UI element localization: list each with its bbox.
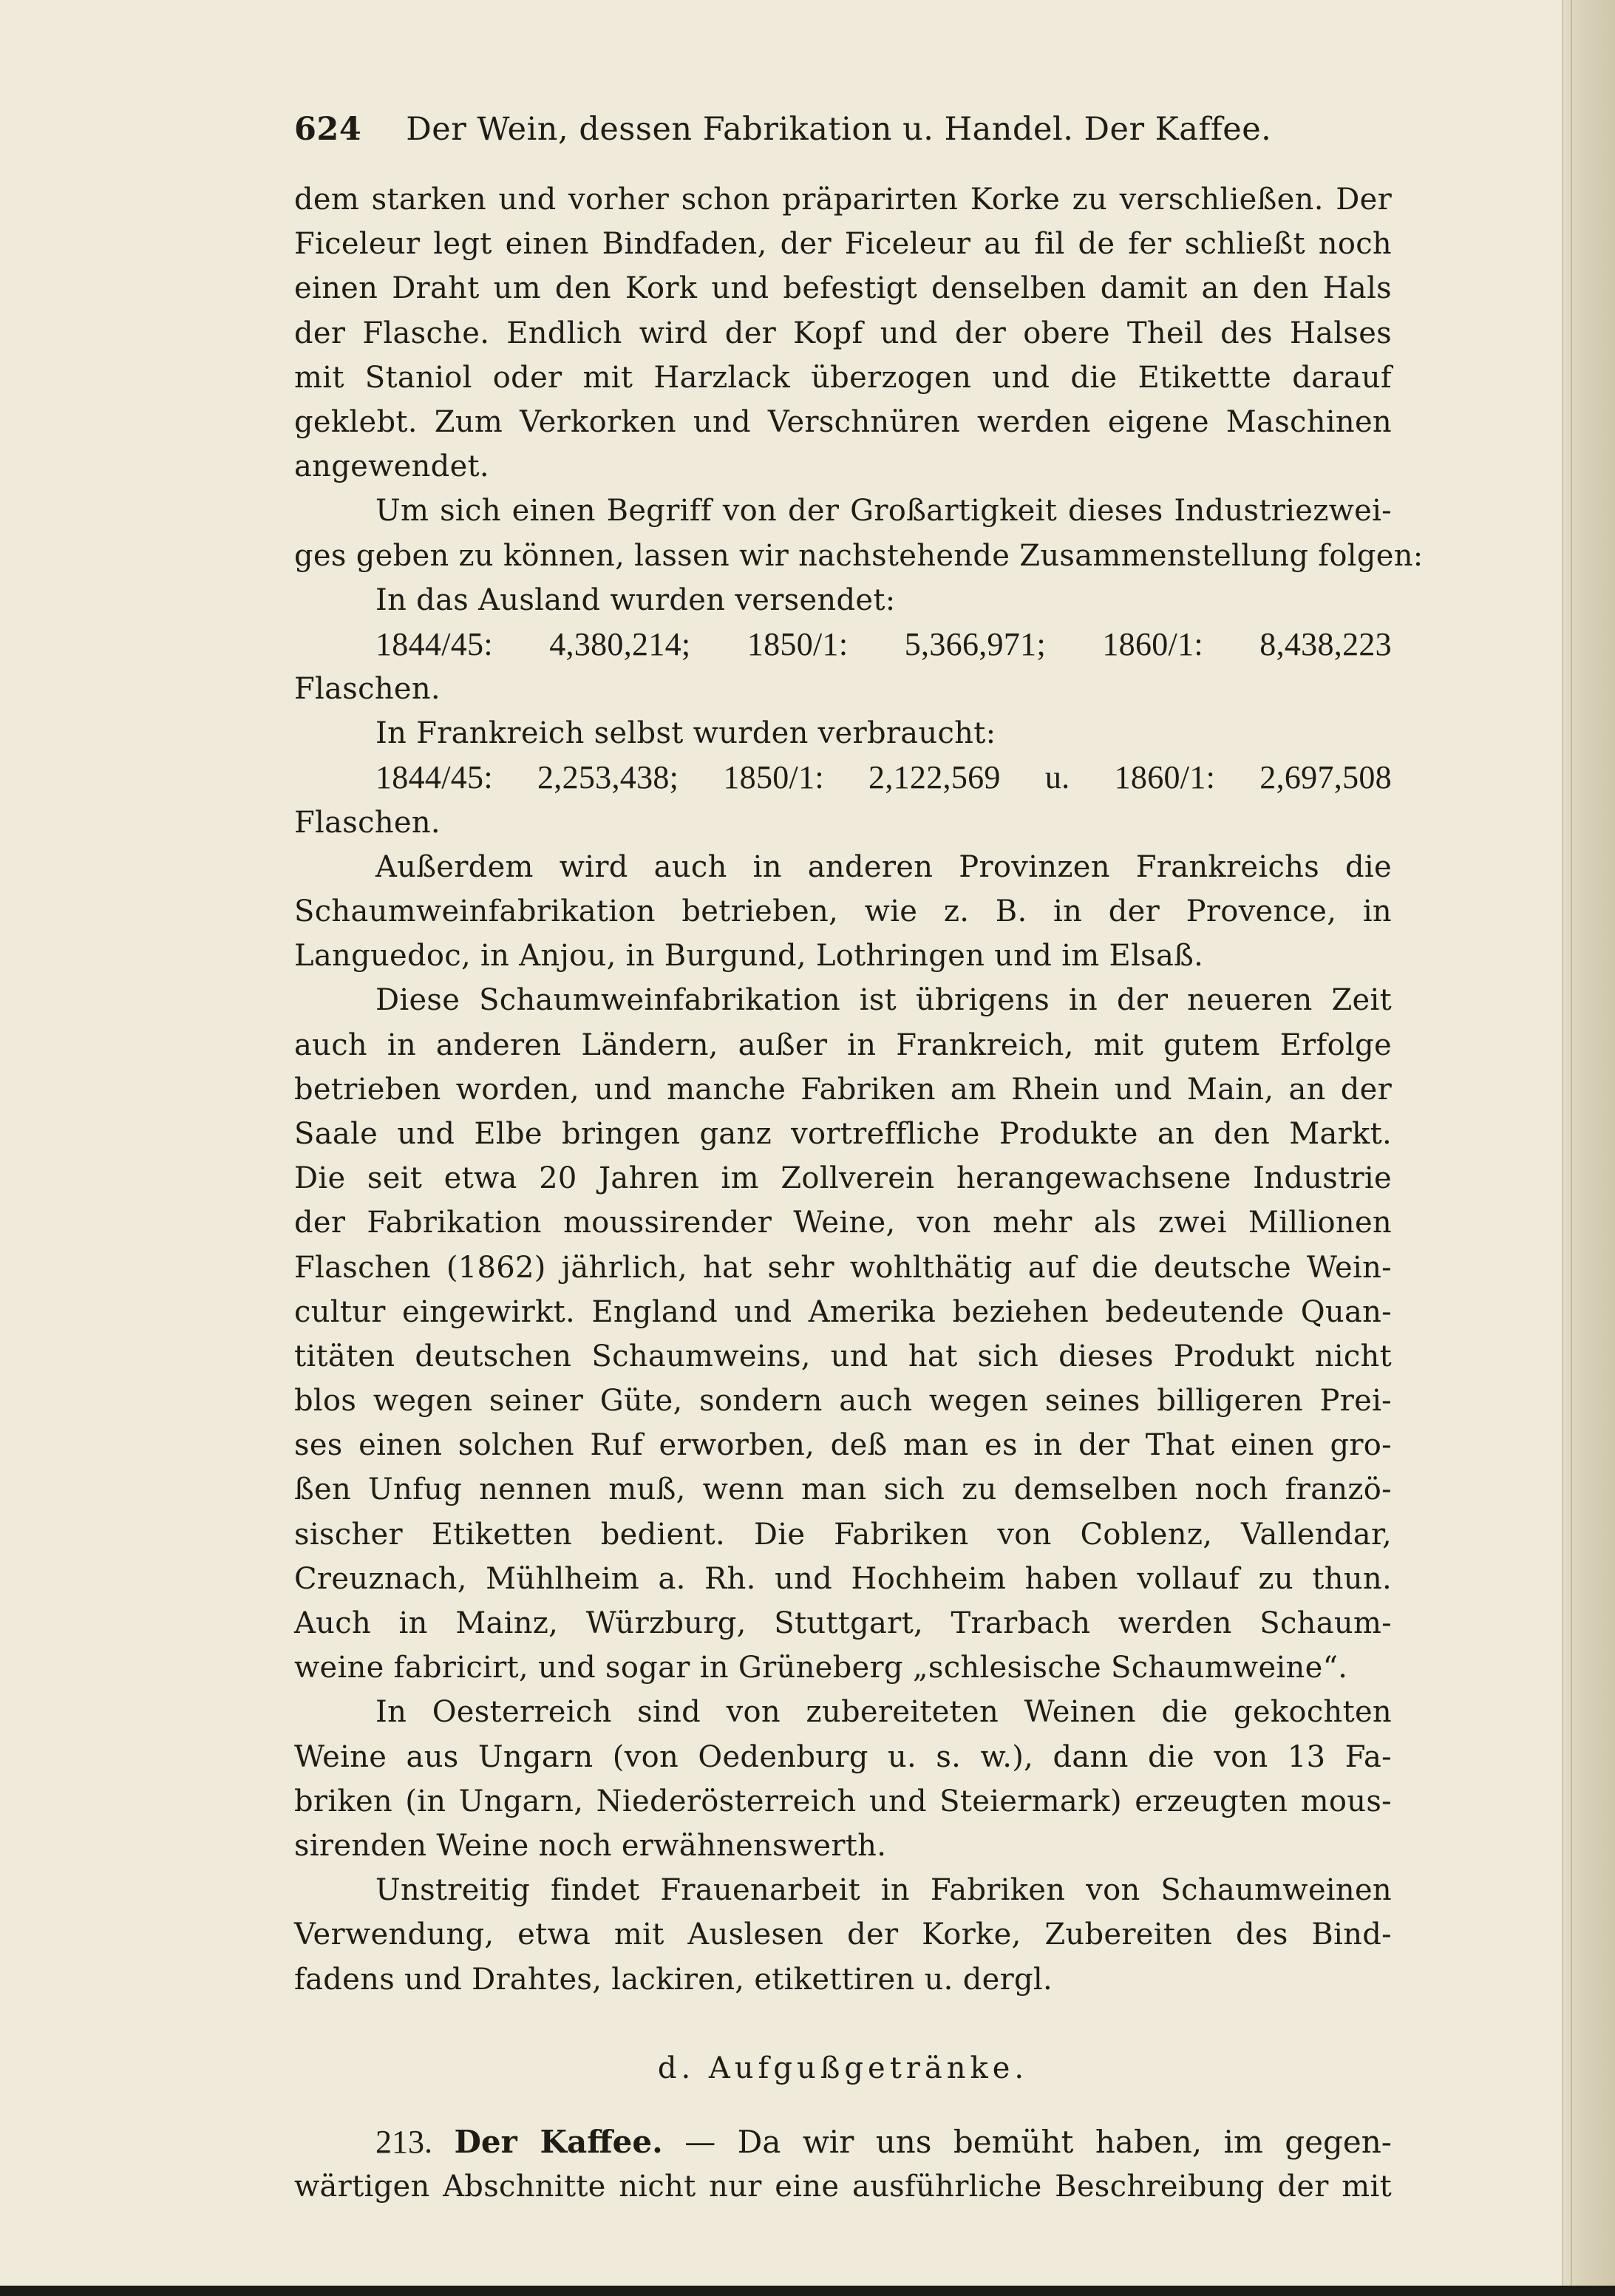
text-line: mit Staniol oder mit Harzlack überzogen und die Etikettte darauf <box>294 360 1392 395</box>
text-line: Flaschen (1862) jährlich, hat sehr wohlthätig auf die deutsche Wein- <box>294 1250 1392 1285</box>
text-line: Weine aus Ungarn (von Oedenburg u. s. w.), dann die von 13 Fa- <box>294 1739 1392 1774</box>
paragraph <box>294 1690 1392 1868</box>
text-line: auch in anderen Ländern, außer in Frankreich, mit gutem Erfolge <box>294 1028 1392 1062</box>
text-line: ges geben zu können, lassen wir nachstehende Zusammenstellung folgen: <box>294 538 1424 573</box>
text-line: In Frankreich selbst wurden verbraucht: <box>375 716 996 751</box>
text-line: sischer Etiketten bedient. Die Fabriken von Coblenz, Vallendar, <box>294 1517 1392 1552</box>
text-line: ses einen solchen Ruf erworben, deß man es in der That einen gro- <box>294 1428 1392 1463</box>
paragraph <box>294 489 1424 577</box>
text-line: einen Draht um den Kork und befestigt denselben damit an den Hals <box>294 271 1392 306</box>
paragraph <box>294 978 1392 1690</box>
text-line: cultur eingewirkt. England und Amerika beziehen bedeutende Quan- <box>294 1294 1392 1329</box>
paragraph <box>294 622 1392 711</box>
text-line: geklebt. Zum Verkorken und Verschnüren werden eigene Maschinen <box>294 404 1392 439</box>
figures-line: 1844/45: 2,253,438; 1850/1: 2,122,569 u. 1860/1: 2,697,508 <box>375 759 1392 796</box>
paragraph <box>294 755 1392 844</box>
text-line: Languedoc, in Anjou, in Burgund, Lothringen und im Elsaß. <box>294 939 1204 974</box>
text-line: briken (in Ungarn, Niederösterreich und Steiermark) erzeugten mous- <box>294 1784 1392 1818</box>
spacer <box>294 2090 1392 2120</box>
text-line: der Fabrikation moussirender Weine, von mehr als zwei Millionen <box>294 1206 1392 1240</box>
text-line: weine fabricirt, und sogar in Grüneberg „schlesische Schaumweine“. <box>294 1651 1348 1685</box>
text-line: Verwendung, etwa mit Auslesen der Korke, Zubereiten des Bind- <box>294 1918 1392 1952</box>
text-line: ßen Unfug nennen muß, wenn man sich zu demselben noch franzö- <box>294 1473 1392 1507</box>
text-line: wärtigen Abschnitte nicht nur eine ausführliche Beschreibung der mit <box>294 2169 1392 2204</box>
text-line: Diese Schaumweinfabrikation ist übrigens in der neueren Zeit <box>375 983 1392 1018</box>
text-line: Außerdem wird auch in anderen Provinzen Frankreichs die <box>375 849 1392 884</box>
text-line: In das Ausland wurden versendet: <box>375 583 896 617</box>
text-line: titäten deutschen Schaumweins, und hat sich dieses Produkt nicht <box>294 1339 1392 1373</box>
text-line: betrieben worden, und manche Fabriken am Rhein und Main, an der <box>294 1072 1392 1107</box>
section-title: Der Kaffee. <box>454 2123 663 2160</box>
page-edge <box>1562 0 1615 2296</box>
text-line: blos wegen seiner Güte, sondern auch wegen seines billigeren Prei- <box>294 1384 1392 1419</box>
text-line: Um sich einen Begriff von der Großartigkeit dieses Industriezwei- <box>375 494 1392 529</box>
running-head <box>294 111 1392 177</box>
section <box>294 2120 1392 2209</box>
text-line: Creuznach, Mühlheim a. Rh. und Hochheim haben vollauf zu thun. <box>294 1561 1392 1596</box>
text-line: angewendet. <box>294 449 489 484</box>
section-number: 213. <box>375 2123 432 2160</box>
paragraph <box>294 177 1392 489</box>
page-number: 624 <box>294 111 362 148</box>
section-first-line <box>294 2120 1392 2164</box>
text-line: Unstreitig findet Frauenarbeit in Fabriken von Schaumweinen <box>375 1873 1392 1908</box>
paragraph <box>294 578 1392 622</box>
figures-line: 1844/45: 4,380,214; 1850/1: 5,366,971; 1860/1: 8,438,223 <box>375 625 1392 662</box>
spacer <box>294 2002 1392 2046</box>
text-line: Flaschen. <box>294 805 441 840</box>
text-line: dem starken und vorher schon präparirten Korke zu verschließen. Der <box>294 183 1392 217</box>
text-line: In Oesterreich sind von zubereiteten Weinen die gekochten <box>375 1695 1392 1730</box>
text-line: der Flasche. Endlich wird der Kopf und der obere Theil des Halses <box>294 316 1392 350</box>
text-line: Saale und Elbe bringen ganz vortreffliche Produkte an den Markt. <box>294 1116 1392 1151</box>
subsection-heading: d. Aufgußgetränke. <box>657 2051 1029 2085</box>
scan-border <box>0 2286 1615 2296</box>
text-line: Flaschen. <box>294 672 441 707</box>
paragraph <box>294 845 1392 979</box>
running-title: Der Wein, dessen Fabrikation u. Handel. Der Kaffee. <box>406 111 1272 148</box>
paragraph <box>294 1868 1392 2002</box>
paragraph <box>294 711 1392 755</box>
text-line: Auch in Mainz, Würzburg, Stuttgart, Trarbach werden Schaum- <box>294 1606 1392 1640</box>
text-line: fadens und Drahtes, lackiren, etikettiren u. dergl. <box>294 1962 1053 1997</box>
text-line: Ficeleur legt einen Bindfaden, der Ficeleur au fil de fer schließt noch <box>294 227 1392 262</box>
text-line: sirenden Weine noch erwähnenswerth. <box>294 1828 887 1863</box>
text-line: Die seit etwa 20 Jahren im Zollverein herangewachsene Industrie <box>294 1161 1392 1196</box>
text-line: Schaumweinfabrikation betrieben, wie z. B. in der Provence, in <box>294 894 1392 928</box>
text-block <box>294 111 1424 2209</box>
section-text: — Da wir uns bemüht haben, im gegen- <box>684 2123 1392 2160</box>
